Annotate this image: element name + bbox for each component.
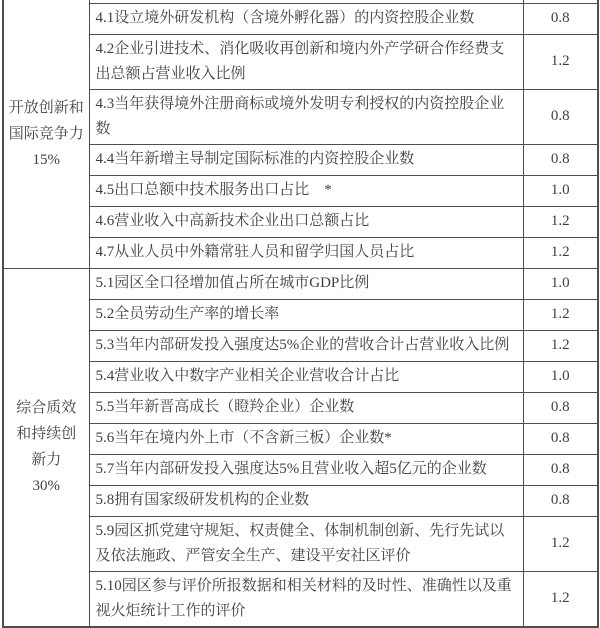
category-weight: 15% <box>32 151 60 168</box>
criterion-cell: 5.4营业收入中数字产业相关企业营收合计占比 <box>89 361 523 392</box>
table-row <box>3 175 598 206</box>
criterion-cell: 5.6当年在境内外上市（不含新三板）企业数* <box>89 423 523 454</box>
criterion-cell: 4.7从业人员中外籍常驻人员和留学归国人员占比 <box>89 237 523 268</box>
criterion-cell: 5.2全员劳动生产率的增长率 <box>89 299 523 330</box>
criterion-cell: 5.8拥有国家级研发机构的企业数 <box>89 485 523 516</box>
category-cell-overall-quality <box>3 268 89 627</box>
weight-cell: 1.2 <box>523 330 598 361</box>
table-row <box>3 423 598 454</box>
table-row <box>3 3 598 34</box>
weight-cell: 0.8 <box>523 454 598 485</box>
criterion-cell: 4.4当年新增主导制定国际标准的内资控股企业数 <box>89 144 523 175</box>
criterion-cell: 5.1园区全口径增加值占所在城市GDP比例 <box>89 268 523 299</box>
weight-cell: 1.2 <box>523 34 598 89</box>
weight-cell: 1.0 <box>523 268 598 299</box>
table-row <box>3 392 598 423</box>
table-row <box>3 571 598 627</box>
table-row <box>3 89 598 144</box>
weight-cell: 0.8 <box>523 485 598 516</box>
criterion-cell: 4.1设立境外研发机构（含境外孵化器）的内资控股企业数 <box>89 3 523 34</box>
table-row <box>3 516 598 571</box>
weight-cell: 1.2 <box>523 299 598 330</box>
category-weight: 30% <box>32 478 60 494</box>
table-row <box>3 144 598 175</box>
weight-cell: 1.0 <box>523 175 598 206</box>
criterion-cell: 5.7当年内部研发投入强度达5%且营业收入超5亿元的企业数 <box>89 454 523 485</box>
criterion-cell: 5.3当年内部研发投入强度达5%企业的营收合计占营业收入比例 <box>89 330 523 361</box>
weight-cell: 1.2 <box>523 237 598 268</box>
category-name: 开放创新和国际竞争力 <box>8 99 84 142</box>
criterion-cell: 4.2企业引进技术、消化吸收再创新和境内外产学研合作经费支出总额占营业收入比例 <box>89 34 523 89</box>
table-row <box>3 454 598 485</box>
table-row <box>3 237 598 268</box>
criterion-cell: 4.3当年获得境外注册商标或境外发明专利授权的内资控股企业数 <box>89 89 523 144</box>
table-row <box>3 206 598 237</box>
criterion-cell: 4.6营业收入中高新技术企业出口总额占比 <box>89 206 523 237</box>
table-row <box>3 485 598 516</box>
weight-cell: 0.8 <box>523 392 598 423</box>
criterion-cell: 5.10园区参与评价所报数据和相关材料的及时性、准确性以及重视火炬统计工作的评价 <box>89 571 523 627</box>
category-cell-open-innovation <box>3 0 89 268</box>
weight-cell: 1.2 <box>523 206 598 237</box>
table-row <box>3 299 598 330</box>
weight-cell: 1.2 <box>523 516 598 571</box>
indicator-weight-table <box>2 0 599 628</box>
table-row <box>3 361 598 392</box>
table-row <box>3 268 598 299</box>
weight-cell: 0.8 <box>523 144 598 175</box>
weight-cell: 0.8 <box>523 423 598 454</box>
weight-cell: 1.2 <box>523 571 598 627</box>
table-row <box>3 330 598 361</box>
weight-cell: 0.8 <box>523 89 598 144</box>
criterion-cell: 5.5当年新晋高成长（瞪羚企业）企业数 <box>89 392 523 423</box>
criterion-cell: 4.5出口总额中技术服务出口占比 * <box>89 175 523 206</box>
weight-cell: 1.0 <box>523 361 598 392</box>
category-name: 综合质效和持续创新力 <box>16 400 77 468</box>
criterion-cell: 5.9园区抓党建守规矩、权责健全、体制机制创新、先行先试以及依法施政、严管安全生产、建设平安社区评价 <box>89 516 523 571</box>
table-row <box>3 34 598 89</box>
weight-cell: 0.8 <box>523 3 598 34</box>
